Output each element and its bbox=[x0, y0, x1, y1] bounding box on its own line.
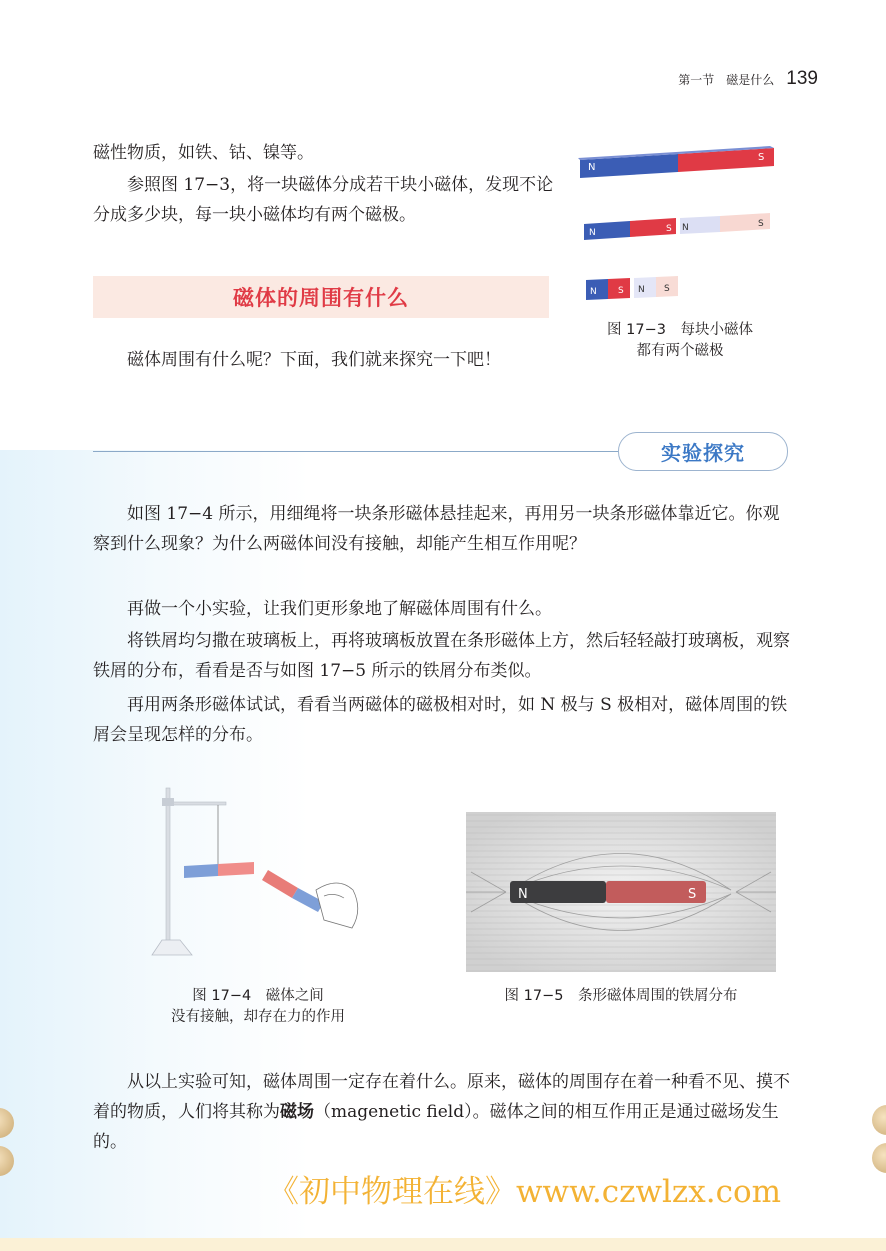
magnet-full bbox=[578, 146, 774, 178]
conclusion-text: （magenetic field）。磁体之间的相互作用正是通过磁场发生的。 bbox=[93, 1102, 779, 1152]
page-header bbox=[678, 68, 818, 90]
section-title: 第一节 磁是什么 bbox=[678, 73, 775, 87]
experiment-paragraph-3: 将铁屑均匀撒在玻璃板上，再将玻璃板放置在条形磁体上方，然后轻轻敲打玻璃板，观察铁屑的分布，看看是否与如图 17−5 所示的铁屑分布类似。 bbox=[93, 631, 790, 681]
caption-line: 都有两个磁极 bbox=[636, 343, 724, 359]
caption-line: 没有接触，却存在力的作用 bbox=[171, 1009, 345, 1025]
caption-line: 图 17−4 磁体之间 bbox=[192, 988, 324, 1004]
pole-s-label: S bbox=[664, 284, 670, 294]
magnet-halves bbox=[584, 213, 770, 240]
section-heading-title: 磁体的周围有什么 bbox=[233, 286, 409, 310]
pole-n-label: N bbox=[589, 228, 596, 238]
keyword-magnetic-field: 磁场 bbox=[280, 1102, 314, 1122]
watermark: 《初中物理在线》www.czwlzx.com bbox=[268, 1174, 782, 1210]
conclusion-text: 从以上实验可知，磁体周围一定存在着什么。原来，磁体的周围存在着一种看不见、摸不着的物质，人们将其称为 bbox=[93, 1072, 790, 1122]
figure-17-4-caption bbox=[148, 986, 368, 1028]
pole-n-label: N bbox=[588, 162, 596, 173]
intro-line: 磁性物质，如铁、钴、镍等。 bbox=[93, 143, 314, 163]
pole-s-label: S bbox=[666, 224, 672, 234]
figure-17-3-magnets bbox=[578, 140, 782, 310]
experiment-paragraph-2: 再做一个小实验，让我们更形象地了解磁体周围有什么。 bbox=[127, 599, 552, 619]
pole-s-label: S bbox=[688, 887, 697, 902]
experiment-badge-label: 实验探究 bbox=[661, 441, 745, 465]
caption-line: 图 17−3 每块小磁体 bbox=[607, 322, 753, 338]
figure-17-4-suspended-magnet bbox=[148, 780, 368, 975]
experiment-badge bbox=[618, 432, 788, 471]
pole-s-label: S bbox=[618, 286, 624, 296]
magnet-quarters bbox=[586, 276, 678, 300]
experiment-paragraph-4: 再用两条形磁体试试，看看当两磁体的磁极相对时，如 N 极与 S 极相对，磁体周围的铁屑会呈现怎样的分布。 bbox=[93, 695, 788, 745]
pole-n-label: N bbox=[682, 223, 689, 233]
experiment-paragraph-1: 如图 17−4 所示，用细绳将一块条形磁体悬挂起来，再用另一块条形磁体靠近它。你观察到什么现象？为什么两磁体间没有接触，却能产生相互作用呢？ bbox=[93, 504, 780, 554]
intro-paragraph: 参照图 17−3，将一块磁体分成若干块小磁体，发现不论分成多少块，每一块小磁体均有两个磁极。 bbox=[93, 175, 554, 225]
page-number: 139 bbox=[786, 68, 818, 89]
pole-n-label: N bbox=[518, 887, 528, 902]
conclusion-paragraph bbox=[93, 1067, 790, 1157]
pole-s-label: S bbox=[758, 152, 765, 163]
figure-17-5-iron-filings bbox=[466, 812, 776, 972]
pole-n-label: N bbox=[590, 287, 597, 297]
experiment-divider bbox=[93, 451, 633, 452]
pole-n-label: N bbox=[638, 285, 645, 295]
section-heading bbox=[93, 276, 549, 318]
bottom-strip bbox=[0, 1238, 886, 1251]
figure-17-5-caption: 图 17−5 条形磁体周围的铁屑分布 bbox=[504, 988, 738, 1004]
section-paragraph: 磁体周围有什么呢？下面，我们就来探究一下吧！ bbox=[127, 350, 501, 370]
pole-s-label: S bbox=[758, 219, 764, 229]
figure-17-3-caption bbox=[580, 320, 780, 362]
